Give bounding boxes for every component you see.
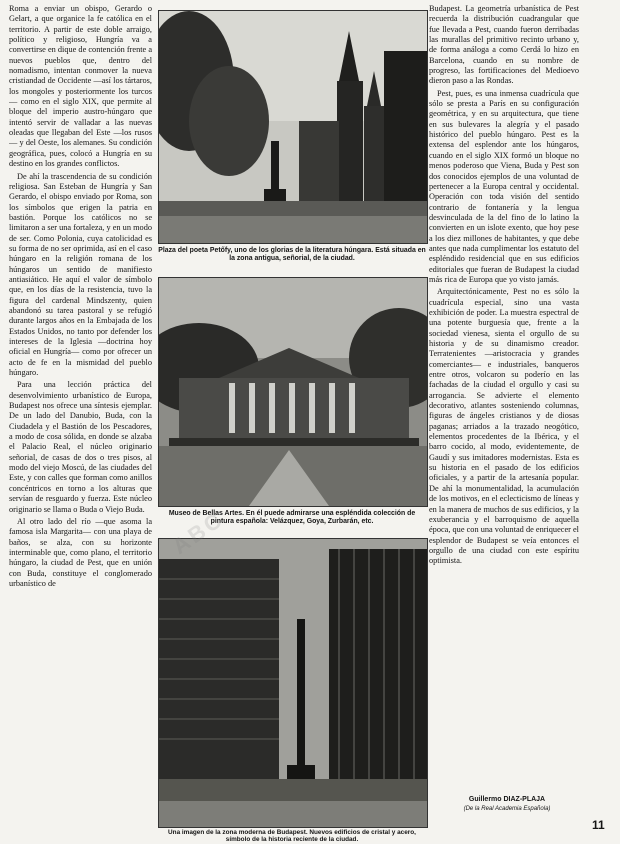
author-affiliation: (De la Real Academia Española) bbox=[463, 805, 551, 812]
paragraph: Para una lección práctica del desenvolvimiento urbanístico de Europa, Budapest nos ofrece una síntesis ejemplar. De un lado del Danubio, Buda, con la Ciudadela y el Bastión de los Pescadores, a modo de cosa sólida, en donde se alzaba el Palacio Real, el núcleo originario señorial, de casas de dos o tres pisos, al modo del viejo Moscú, de las ciudades del Este, y con calles que forman como anillos concéntricos en torno a los alturas que servían de resguardo y fuerza. Este núcleo originario se llama o Buda o Viejo Buda. bbox=[9, 380, 152, 514]
article-right-column bbox=[429, 4, 579, 790]
page-number: 11 bbox=[592, 818, 605, 832]
watermark: ABC bbox=[167, 506, 229, 560]
paragraph: Budapest. La geometría urbanística de Pest recuerda la distribución cuadrangular que fue llevada a Pest, cuando fueron derribadas las murallas del primitivo recinto urbano y, de forma análoga a como Cerdá lo hizo en Barcelona, cuando en su nombre de progreso, las fortificaciones del Medioevo dieron paso a las Rondas. bbox=[429, 4, 579, 86]
paragraph: Arquitectónicamente, Pest no es sólo la cuadrícula especial, sino una vasta exhibición de poder. La muestra espectral de una potente burguesía que, frente a la sociedad vienesa, sienta el orgullo de su historia y de su dinamismo creador. Terratenientes —aristocracia y grandes comerciantes— e industriales, banqueros entre otros, volcaron su poderío en las fachadas de la ciudad el orgullo y casi su arrogancia. Se advierte el elemento decorativo, atlantes sosteniendo columnas, figuras de ángeles cristianos y de diosas paganas; arriados a la trazado neogótico, elementos procedentes de la Ibérica, y el barro cocido, al modo, evidentemente, de Gaudí y sus imitadores modernistas. Esta es su historia en el pasado de los edificios oficiales, y a partir de la artesanía popular. De ahí la monumentalidad, la acumulación de los motivos, en el eclecticismo de líneas y en la manera de muchos de sus edificios, y la exuberancia y el barroquismo de aquella época, que con una voluntad de enriquecer el esplendor de Budapest se veía entonces el orgullo de una ciudad con este espíritu optimista. bbox=[429, 287, 579, 566]
photo-caption: Plaza del poeta Petőfy, uno de los glorias de la literatura húngara. Está situada en la zona antigua, señorial, de la ciudad. bbox=[158, 247, 426, 263]
photo-caption: Una imagen de la zona moderna de Budapest. Nuevos edificios de cristal y acero, símbolo de la historia reciente de la ciudad. bbox=[168, 829, 416, 844]
author-signature bbox=[432, 796, 582, 813]
photo-petofi-square bbox=[158, 10, 428, 244]
paragraph: Roma a enviar un obispo, Gerardo o Gelart, a que organice la fe católica en el territorio. A partir de este doble arraigo, político y religioso, Hungría va a convertirse en dique de contención frente a nuevos pueblos que, dentro del nomadismo, intentan conmover la nueva cristiandad de Occidente —así los tártaros, los mongoles y posteriormente los turcos— como en el siglo XIX, que permite al bloque del imperio austro-húngaro que intentó servir de valladar a las nuevas oleadas que llegaban del Este —los rusos— y del Oeste, los alemanes. Su condición geográfica, pues, colocó a Hungría en su destino en los grandes conflictos. bbox=[9, 4, 152, 169]
author-name: Guillermo DIAZ-PLAJA bbox=[468, 796, 546, 803]
paragraph: Al otro lado del río —que asoma la famosa isla Margarita— con una playa de baños, se alza, con su horizonte interminable que, como plano, el territorio húngaro, la ciudad de Pest, que en unión con Buda, constituye el conglomerado urbanístico de bbox=[9, 516, 152, 588]
photo-fine-arts-museum bbox=[158, 277, 428, 507]
article-left-column bbox=[9, 4, 152, 830]
paragraph: De ahí la trascendencia de su condición religiosa. San Esteban de Hungría y San Gerardo, el obispo enviado por Roma, son los símbolos que erigen la patria en bastión. Porque los católicos no se limitaron a ser una fortaleza, y en un modo de ser. Como Polonia, cuya catolicidad es su forma de no ser oprimida, así en el caso húngaro en la religión romana de los húngaros un sentido de manifiesto antiasiático. He aquí el valor de símbolo que, en los días de la resistencia, tuvo la figura del cardenal Mindszenty, quien abandonó su tarea pastoral y se refugió durante largos años en la Embajada de los Estados Unidos, no tanto por defender los intereses de la Iglesia —doctrina hoy oficial en Hungría— como por ofrecer un acto de fe en la mismidad del pueblo húngaro. bbox=[9, 171, 152, 378]
photo-modern-buildings bbox=[158, 538, 428, 828]
paragraph: Pest, pues, es una inmensa cuadrícula que sólo se presta a París en su configuración geométrica, y en su arquitectura, que tiene en sus bulevares la alegría y el pasado histórico del pueblo húngaro. Pest es la extensa del esplendor ante los húngaros, cuando en el siglo XIX formó un bloque no menos poderoso que Viena, Buda y Pest son dos conocidos ejemplos de una voluntad de pertenecer a la Europa central y occidental. Operación con toda visión del sentido contrario de fontanería y la lengua desvinculada de la del fino de lo latino la convierten en un islote exento, que hoy pese a los diez millones de habitantes, y que debe antes que nada cumplimentar los estatuto del espléndido residencial que en sus edificios editoriales que fueran de Budapest la ciudad más rica de Europa que yo visto jamás. bbox=[429, 88, 579, 284]
photo-caption: Museo de Bellas Artes. En él puede admirarse una espléndida colección de pintura española: Velázquez, Goya, Zurbarán, etc. bbox=[168, 510, 416, 526]
